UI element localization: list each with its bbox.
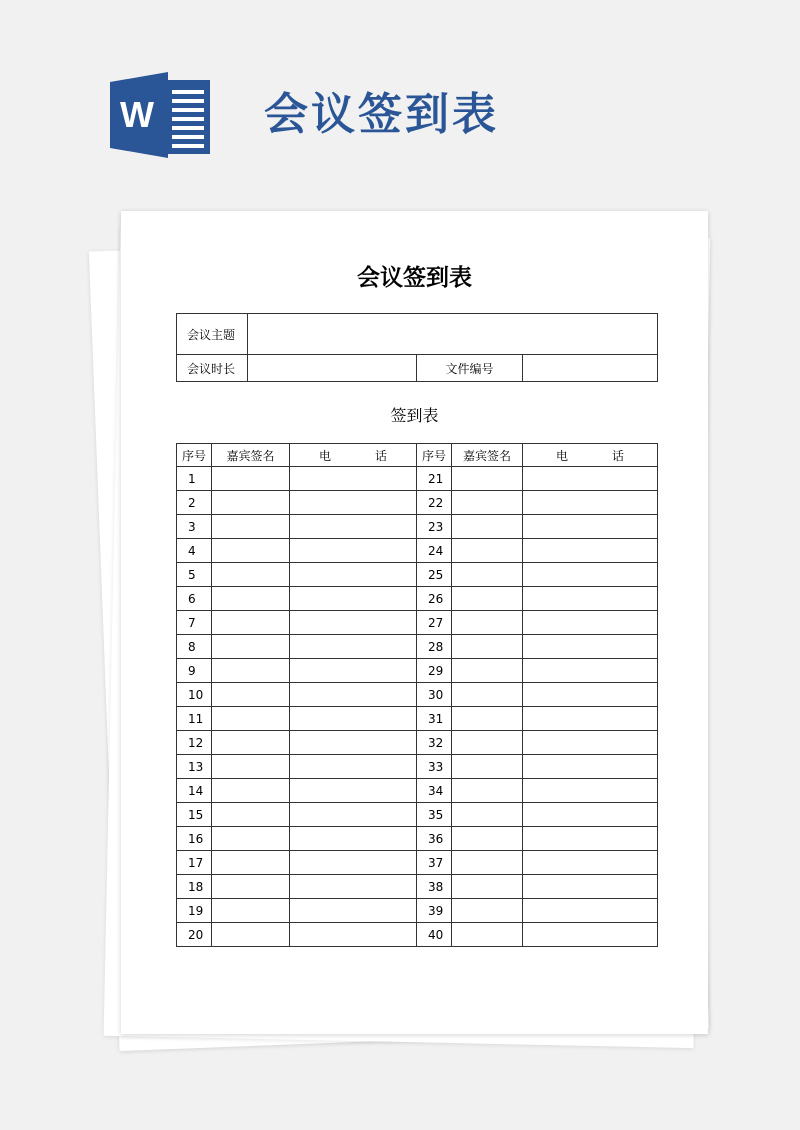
row-number-left: 12: [177, 731, 212, 755]
phone-cell[interactable]: [290, 899, 417, 923]
row-number-right: 38: [417, 875, 452, 899]
row-number-left: 4: [177, 539, 212, 563]
guest-signature-cell[interactable]: [212, 875, 290, 899]
row-number-right: 32: [417, 731, 452, 755]
row-number-right: 35: [417, 803, 452, 827]
phone-cell[interactable]: [290, 563, 417, 587]
phone-cell[interactable]: [290, 683, 417, 707]
column-header-phone: 电 话: [290, 444, 417, 467]
guest-signature-cell[interactable]: [212, 563, 290, 587]
table-row: [177, 899, 658, 923]
table-row: [177, 683, 658, 707]
phone-cell[interactable]: [523, 491, 658, 515]
guest-signature-cell[interactable]: [452, 875, 523, 899]
phone-cell[interactable]: [523, 803, 658, 827]
table-row: [177, 515, 658, 539]
phone-cell[interactable]: [290, 491, 417, 515]
guest-signature-cell[interactable]: [212, 731, 290, 755]
phone-cell[interactable]: [523, 683, 658, 707]
guest-signature-cell[interactable]: [212, 515, 290, 539]
section-title: 签到表: [390, 406, 439, 425]
guest-signature-cell[interactable]: [452, 803, 523, 827]
guest-signature-cell[interactable]: [212, 923, 290, 947]
guest-signature-cell[interactable]: [212, 635, 290, 659]
guest-signature-cell[interactable]: [212, 707, 290, 731]
phone-cell[interactable]: [523, 515, 658, 539]
phone-cell[interactable]: [523, 779, 658, 803]
phone-cell[interactable]: [290, 731, 417, 755]
row-number-right: 33: [417, 755, 452, 779]
row-number-left: 2: [177, 491, 212, 515]
row-number-left: 15: [177, 803, 212, 827]
phone-cell[interactable]: [290, 803, 417, 827]
guest-signature-cell[interactable]: [212, 851, 290, 875]
phone-cell[interactable]: [290, 635, 417, 659]
guest-signature-cell[interactable]: [212, 659, 290, 683]
table-header-row: [177, 444, 658, 467]
guest-signature-cell[interactable]: [452, 755, 523, 779]
row-number-right: 29: [417, 659, 452, 683]
phone-cell[interactable]: [290, 707, 417, 731]
phone-cell[interactable]: [523, 707, 658, 731]
guest-signature-cell[interactable]: [212, 683, 290, 707]
document-page: [121, 211, 708, 1034]
row-number-right: 25: [417, 563, 452, 587]
phone-cell[interactable]: [290, 659, 417, 683]
row-number-left: 13: [177, 755, 212, 779]
table-row: [177, 563, 658, 587]
phone-cell[interactable]: [523, 875, 658, 899]
phone-cell[interactable]: [523, 827, 658, 851]
guest-signature-cell[interactable]: [212, 587, 290, 611]
banner-title: 会议签到表: [264, 89, 499, 140]
phone-cell[interactable]: [290, 611, 417, 635]
phone-cell[interactable]: [290, 755, 417, 779]
row-number-left: 18: [177, 875, 212, 899]
phone-cell[interactable]: [290, 827, 417, 851]
row-number-right: 23: [417, 515, 452, 539]
phone-cell[interactable]: [290, 923, 417, 947]
guest-signature-cell[interactable]: [212, 755, 290, 779]
guest-signature-cell[interactable]: [452, 899, 523, 923]
phone-cell[interactable]: [523, 587, 658, 611]
row-number-left: 9: [177, 659, 212, 683]
table-row: [177, 491, 658, 515]
guest-signature-cell[interactable]: [212, 467, 290, 491]
guest-signature-cell[interactable]: [212, 827, 290, 851]
row-number-left: 6: [177, 587, 212, 611]
phone-cell[interactable]: [290, 539, 417, 563]
phone-cell[interactable]: [290, 587, 417, 611]
phone-cell[interactable]: [523, 731, 658, 755]
row-number-left: 1: [177, 467, 212, 491]
row-number-left: 10: [177, 683, 212, 707]
phone-cell[interactable]: [523, 563, 658, 587]
row-number-left: 14: [177, 779, 212, 803]
table-row: [177, 923, 658, 947]
row-number-right: 37: [417, 851, 452, 875]
row-number-right: 30: [417, 683, 452, 707]
row-number-right: 27: [417, 611, 452, 635]
guest-signature-cell[interactable]: [452, 683, 523, 707]
table-row: [177, 587, 658, 611]
topic-field[interactable]: [248, 314, 658, 355]
table-row: [177, 875, 658, 899]
row-number-right: 26: [417, 587, 452, 611]
topic-label: 会议主题: [177, 314, 248, 355]
phone-cell[interactable]: [290, 515, 417, 539]
phone-cell[interactable]: [290, 875, 417, 899]
column-header-guest-right: 嘉宾签名: [452, 444, 523, 467]
row-number-right: 40: [417, 923, 452, 947]
row-number-left: 7: [177, 611, 212, 635]
guest-signature-cell[interactable]: [452, 827, 523, 851]
document-title: 会议签到表: [357, 265, 472, 291]
phone-cell[interactable]: [523, 539, 658, 563]
table-row: [177, 827, 658, 851]
phone-cell[interactable]: [523, 899, 658, 923]
guest-signature-cell[interactable]: [452, 515, 523, 539]
row-number-right: 24: [417, 539, 452, 563]
phone-cell[interactable]: [290, 851, 417, 875]
table-row: [177, 803, 658, 827]
info-row-duration: [177, 355, 658, 382]
table-row: [177, 539, 658, 563]
table-row: [177, 659, 658, 683]
guest-signature-cell[interactable]: [212, 611, 290, 635]
column-header-seq: 序号: [177, 444, 212, 467]
info-row-topic: [177, 314, 658, 355]
guest-signature-cell[interactable]: [212, 491, 290, 515]
duration-field[interactable]: [248, 355, 417, 382]
row-number-left: 11: [177, 707, 212, 731]
word-logo-icon: [110, 72, 214, 158]
sign-in-table: [176, 443, 658, 947]
phone-cell[interactable]: [290, 779, 417, 803]
phone-cell[interactable]: [523, 611, 658, 635]
file-number-field[interactable]: [523, 355, 658, 382]
row-number-left: 20: [177, 923, 212, 947]
meeting-info-table: [176, 313, 658, 382]
guest-signature-cell[interactable]: [452, 851, 523, 875]
table-row: [177, 755, 658, 779]
phone-cell[interactable]: [523, 755, 658, 779]
table-row: [177, 851, 658, 875]
guest-signature-cell[interactable]: [452, 611, 523, 635]
guest-signature-cell[interactable]: [452, 587, 523, 611]
phone-cell[interactable]: [523, 467, 658, 491]
phone-cell[interactable]: [523, 659, 658, 683]
guest-signature-cell[interactable]: [452, 707, 523, 731]
column-header-seq-right: 序号: [417, 444, 452, 467]
file-number-label: 文件编号: [417, 355, 523, 382]
row-number-right: 36: [417, 827, 452, 851]
guest-signature-cell[interactable]: [452, 779, 523, 803]
guest-signature-cell[interactable]: [452, 923, 523, 947]
guest-signature-cell[interactable]: [452, 491, 523, 515]
row-number-right: 39: [417, 899, 452, 923]
guest-signature-cell[interactable]: [452, 467, 523, 491]
row-number-left: 5: [177, 563, 212, 587]
logo-letter: W: [120, 94, 154, 135]
row-number-right: 28: [417, 635, 452, 659]
phone-cell[interactable]: [523, 923, 658, 947]
guest-signature-cell[interactable]: [212, 899, 290, 923]
table-row: [177, 611, 658, 635]
table-row: [177, 635, 658, 659]
guest-signature-cell[interactable]: [212, 779, 290, 803]
guest-signature-cell[interactable]: [452, 731, 523, 755]
row-number-left: 16: [177, 827, 212, 851]
table-row: [177, 707, 658, 731]
row-number-right: 21: [417, 467, 452, 491]
row-number-left: 8: [177, 635, 212, 659]
guest-signature-cell[interactable]: [452, 659, 523, 683]
phone-cell[interactable]: [290, 467, 417, 491]
duration-label: 会议时长: [177, 355, 248, 382]
column-header-guest: 嘉宾签名: [212, 444, 290, 467]
row-number-right: 31: [417, 707, 452, 731]
phone-cell[interactable]: [523, 851, 658, 875]
row-number-right: 34: [417, 779, 452, 803]
guest-signature-cell[interactable]: [212, 539, 290, 563]
row-number-left: 17: [177, 851, 212, 875]
guest-signature-cell[interactable]: [212, 803, 290, 827]
guest-signature-cell[interactable]: [452, 563, 523, 587]
guest-signature-cell[interactable]: [452, 539, 523, 563]
row-number-left: 19: [177, 899, 212, 923]
table-row: [177, 779, 658, 803]
guest-signature-cell[interactable]: [452, 635, 523, 659]
phone-cell[interactable]: [523, 635, 658, 659]
table-row: [177, 467, 658, 491]
column-header-phone-right: 电 话: [523, 444, 658, 467]
table-row: [177, 731, 658, 755]
row-number-right: 22: [417, 491, 452, 515]
row-number-left: 3: [177, 515, 212, 539]
